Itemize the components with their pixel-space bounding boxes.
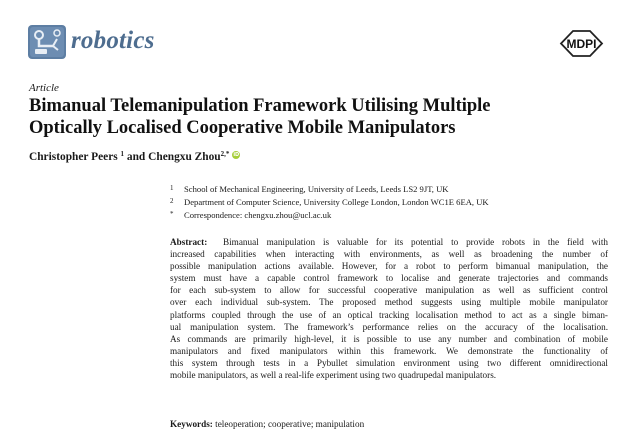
correspondence-text[interactable]: Correspondence: chengxu.zhou@ucl.ac.uk xyxy=(184,210,332,220)
affiliation-item xyxy=(170,210,331,220)
affiliation-mark: 2 xyxy=(170,197,174,205)
abstract-label: Abstract: xyxy=(170,237,208,247)
abstract-text: Bimanual manipulation is valuable for its potential to provide robots in the field with xyxy=(223,237,609,247)
keywords-text: teleoperation; cooperative; manipulation xyxy=(215,419,365,429)
abstract-line: possible manipulation actions available. However, for a robot to perform bimanual manipulation, the xyxy=(170,261,608,272)
keywords-label: Keywords: xyxy=(170,419,213,429)
paper-title xyxy=(29,95,619,139)
abstract-line: for each sub-system to allow for successful cooperative manipulation as well as sufficient control xyxy=(170,285,608,296)
author-name[interactable]: Christopher Peers xyxy=(29,151,118,163)
authors-joiner: and xyxy=(126,151,146,163)
title-line: Optically Localised Cooperative Mobile Manipulators xyxy=(29,118,456,138)
affiliation-item xyxy=(170,197,489,207)
abstract-line: manipulators and fixed manipulators within this framework. We demonstrate the functionality of xyxy=(170,345,608,356)
author-name[interactable]: Chengxu Zhou xyxy=(148,151,221,163)
abstract xyxy=(170,236,608,381)
abstract-line: system must have a capable control framework to localise and generate trajectories and commands xyxy=(170,273,608,284)
orcid-icon[interactable]: iD xyxy=(233,152,240,158)
abstract-line: ual manipulation system. The framework’s performance relies on the accuracy of the localisation. xyxy=(170,321,608,332)
journal-name: robotics xyxy=(71,27,155,54)
robotics-journal-logo-icon xyxy=(27,24,67,60)
abstract-line: mobile manipulators, as well a real-life experiment using two quadrupedal manipulators. xyxy=(170,370,497,381)
author-affiliation-mark: 2,* xyxy=(220,150,230,158)
abstract-line: over each individual sub-system. The proposed method suggests using multiple mobile manipulator xyxy=(170,297,608,308)
abstract-line: As commands are primarily high-level, it is possible to use any number and combination of mobile xyxy=(170,333,608,344)
abstract-line: increased capabilities when interacting with environments, as well as broadening the number of xyxy=(170,249,608,260)
author-affiliation-mark: 1 xyxy=(120,150,125,158)
abstract-line: this system through tests in a Pybullet simulation environment using two different omnidirectional xyxy=(170,357,608,368)
mdpi-logo-text: MDPI xyxy=(566,37,597,51)
author-list xyxy=(29,150,240,163)
abstract-line: platforms coupled through the use of an optical tracking localisation method to act as a single biman- xyxy=(170,309,608,320)
affiliation-item xyxy=(170,184,449,194)
title-line: Bimanual Telemanipulation Framework Utilising Multiple xyxy=(29,96,491,116)
affiliation-text: Department of Computer Science, University College London, London WC1E 6EA, UK xyxy=(184,197,489,207)
affiliation-mark: 1 xyxy=(170,184,174,192)
affiliation-text: School of Mechanical Engineering, University of Leeds, Leeds LS2 9JT, UK xyxy=(184,184,449,194)
abstract-line xyxy=(170,236,608,248)
mdpi-logo-icon xyxy=(559,29,604,58)
article-type: Article xyxy=(29,82,59,94)
affiliation-mark: * xyxy=(170,210,174,218)
keywords xyxy=(170,419,364,429)
